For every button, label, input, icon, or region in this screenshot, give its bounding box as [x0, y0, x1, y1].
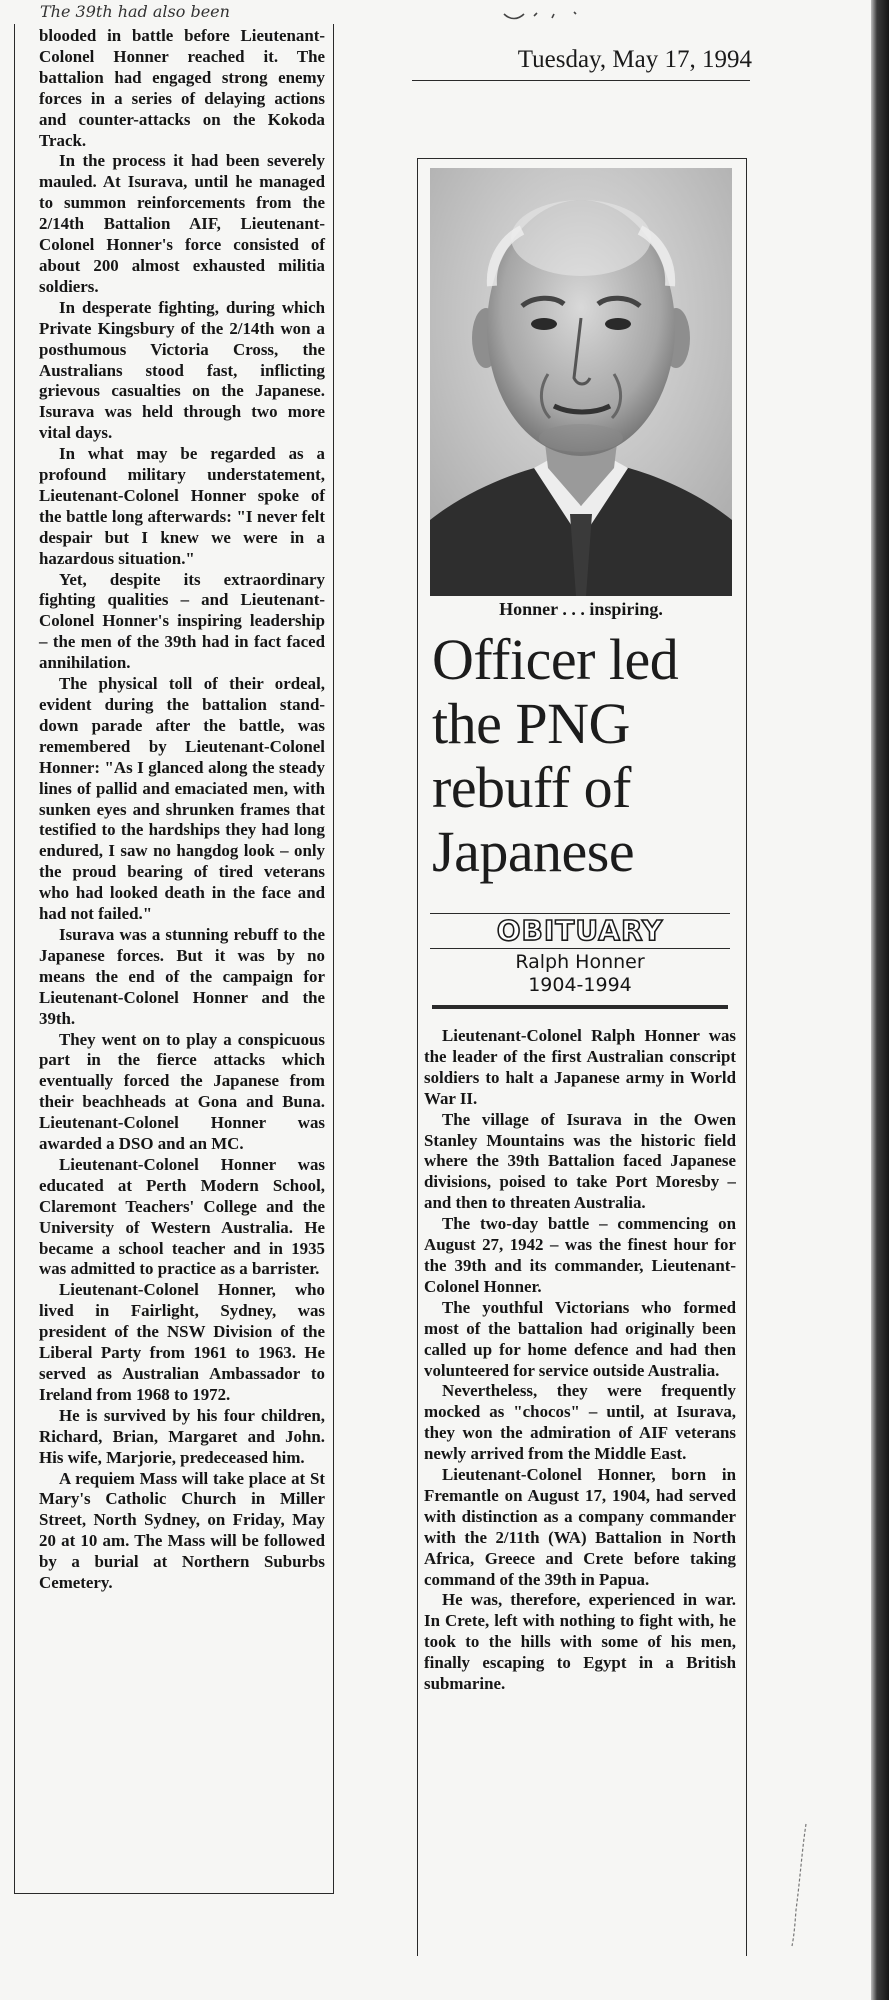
- left-paragraph: The physical toll of their ordeal, evident during the battalion stand-down parade after the battle, was remembered by Lieutenant-Colonel Honner: "As I glanced along the steady lines of pallid and emaciated men, with sunken eyes and shrunken frames that testified to the hardships they had long endured, I saw no hangdog look – only the proud bearing of tired veterans who had looked death in the face and had not failed.": [39, 674, 325, 924]
- photo-caption: Honner . . . inspiring.: [499, 599, 663, 619]
- pencil-mark-icon: [786, 1820, 816, 1950]
- date-divider: [412, 80, 750, 81]
- left-paragraph: They went on to play a conspicuous part in the fierce attacks which eventually forced the Japanese from their beachheads at Gona and Buna. Lieutenant-Colonel Honner was awarded a DSO and an MC.: [39, 1029, 325, 1154]
- right-paragraph: The two-day battle – commencing on August 27, 1942 – was the finest hour for the 39th and its commander, Lieutenant-Colonel Honner.: [424, 1214, 736, 1296]
- left-paragraph: Lieutenant-Colonel Honner, who lived in Fairlight, Sydney, was president of the NSW Division of the Liberal Party from 1961 to 1963. He served as Australian Ambassador to Ireland from 1968 to 1972.: [39, 1280, 325, 1404]
- left-paragraph: Yet, despite its extraordinary fighting qualities – and Lieutenant-Colonel Honner's inspiring leadership – the men of the 39th had in fact faced annihilation.: [39, 569, 325, 673]
- portrait-icon: [430, 168, 732, 596]
- obituary-label: OBITUARY: [496, 914, 664, 947]
- right-paragraph: He was, therefore, experienced in war. In Crete, left with nothing to fight with, he took to the hills with some of his men, finally escaping to Egypt in a British submarine.: [424, 1590, 736, 1694]
- left-paragraph: Isurava was a stunning rebuff to the Japanese forces. But it was by no means the end of the campaign for Lieutenant-Colonel Honner and the 39th.: [39, 924, 325, 1028]
- right-paragraph: The village of Isurava in the Owen Stanley Mountains was the historic field where the 39th Battalion faced Japanese divisions, poised to take Port Moresby – and then to threaten Australia.: [424, 1109, 736, 1213]
- left-paragraph: In desperate fighting, during which Private Kingsbury of the 2/14th won a posthumous Victoria Cross, the Australians stood fast, inflicting grievous casualties on the Japanese. Isurava was held through two more vital days.: [39, 297, 325, 443]
- left-paragraph: In the process it had been severely mauled. At Isurava, until he managed to summon reinforcements from the 2/14th Battalion AIF, Lieutenant-Colonel Honner's force consisted of about 200 almost exhausted militia soldiers.: [39, 151, 325, 296]
- obituary-rule-middle: [430, 948, 730, 949]
- right-paragraph: Nevertheless, they were frequently mocked as "chocos" – until, at Isurava, they won the admiration of AIF veterans newly arrived from the Middle East.: [424, 1381, 736, 1464]
- obituary-subject-years: 1904-1994: [528, 974, 632, 996]
- right-paragraph: Lieutenant-Colonel Ralph Honner was the leader of the first Australian conscript soldiers to halt a Japanese army in World War II.: [424, 1026, 736, 1108]
- right-article-column: [424, 1026, 736, 1956]
- obituary-rule-bottom: [432, 1005, 728, 1009]
- left-paragraph: In what may be regarded as a profound military understatement, Lieutenant-Colonel Honner spoke of the battle long afterwards: "I never felt despair but I knew we were in a hazardous situation.": [39, 444, 325, 568]
- right-paragraph: The youthful Victorians who formed most of the battalion had originally been called up for home defence and had then volunteered for service outside Australia.: [424, 1297, 736, 1380]
- publication-date: Tuesday, May 17, 1994: [517, 46, 752, 73]
- handwritten-note: The 39th had also been: [40, 2, 230, 21]
- headline: Officer led the PNG rebuff of Japanese: [432, 627, 679, 884]
- left-paragraph: blooded in battle before Lieutenant-Colonel Honner reached it. The battalion had engaged strong enemy forces in a series of delaying actions and counter-attacks on the Kokoda Track.: [39, 26, 325, 150]
- scan-edge-shadow: [871, 0, 889, 2000]
- left-paragraph: Lieutenant-Colonel Honner was educated at Perth Modern School, Claremont Teachers' College and the University of Western Australia. He became a school teacher and in 1935 was admitted to practice as a barrister.: [39, 1154, 325, 1279]
- obituary-subject-name: Ralph Honner: [515, 951, 645, 973]
- left-paragraph: He is survived by his four children, Richard, Brian, Margaret and John. His wife, Marjorie, predeceased him.: [39, 1405, 325, 1467]
- left-paragraph: A requiem Mass will take place at St Mary's Catholic Church in Miller Street, North Sydney, on Friday, May 20 at 10 am. The Mass will be followed by a burial at Northern Suburbs Cemetery.: [39, 1468, 325, 1593]
- scribble-mark-icon: [500, 6, 620, 22]
- left-article-column: [14, 24, 334, 1894]
- right-paragraph: Lieutenant-Colonel Honner, born in Fremantle on August 17, 1904, had served with distinction as a company commander with the 2/11th (WA) Battalion in North Africa, Greece and Crete before taking command of the 39th in Papua.: [424, 1465, 736, 1589]
- portrait-photo: [430, 168, 732, 596]
